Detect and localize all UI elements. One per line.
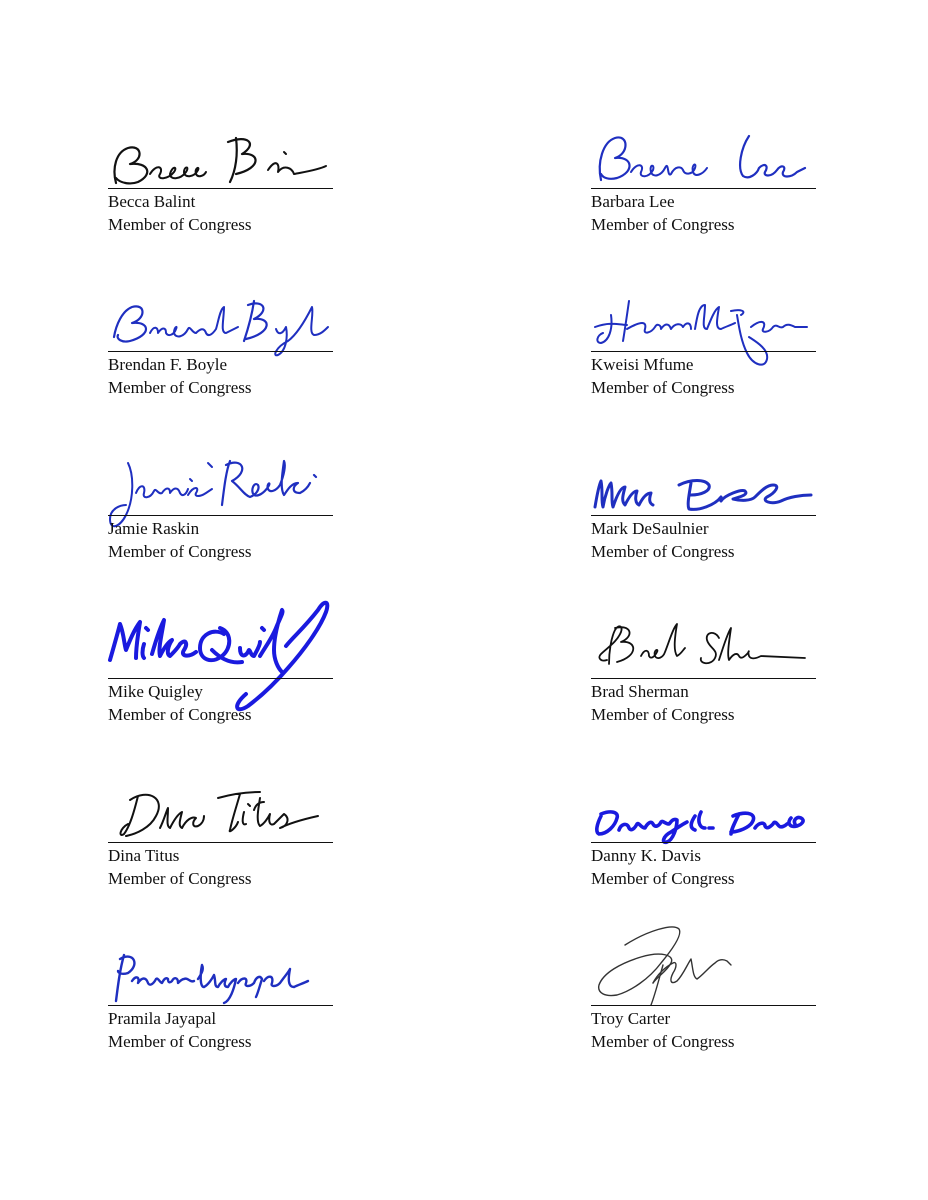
signature-line (108, 842, 333, 843)
signature-image (591, 598, 816, 678)
signatory-name: Becca Balint (108, 192, 196, 211)
signature-line (108, 1005, 333, 1006)
handwritten-signature (108, 108, 333, 188)
signatory-name: Brendan F. Boyle (108, 355, 228, 374)
signatory-name: Jamie Raskin (108, 519, 200, 538)
signature-line (591, 1005, 816, 1006)
signature-block-troy-carter (591, 925, 816, 1055)
handwritten-signature (591, 435, 816, 515)
signature-block-mike-quigley (108, 598, 333, 728)
signatory-title: Member of Congress (108, 542, 252, 561)
signature-block-kweisi-mfume (591, 271, 816, 401)
signature-block-becca-balint (108, 108, 333, 238)
signature-image (591, 108, 816, 188)
signatory-title: Member of Congress (591, 378, 735, 397)
signature-line (591, 842, 816, 843)
handwritten-signature (591, 762, 816, 842)
handwritten-signature (108, 598, 333, 678)
signature-image (591, 762, 816, 842)
signature-line (591, 351, 816, 352)
signatory-title: Member of Congress (108, 215, 252, 234)
handwritten-signature (108, 271, 333, 351)
signatory-title: Member of Congress (108, 378, 252, 397)
signature-block-pramila-jayapal (108, 925, 333, 1055)
handwritten-signature (108, 762, 333, 842)
signature-line (591, 678, 816, 679)
handwritten-signature (591, 271, 816, 351)
signature-line (591, 515, 816, 516)
signatory-title: Member of Congress (108, 705, 252, 724)
signatory-title: Member of Congress (591, 705, 735, 724)
signatory-title: Member of Congress (591, 1032, 735, 1051)
signature-line (108, 351, 333, 352)
handwritten-signature (108, 925, 333, 1005)
signature-image (108, 108, 333, 188)
signature-block-dina-titus (108, 762, 333, 892)
signatory-title: Member of Congress (591, 869, 735, 888)
signature-line (591, 188, 816, 189)
signatory-title: Member of Congress (108, 1032, 252, 1051)
signatory-name: Mike Quigley (108, 682, 203, 701)
signatory-title: Member of Congress (591, 542, 735, 561)
signatory-title: Member of Congress (108, 869, 252, 888)
signatory-title: Member of Congress (591, 215, 735, 234)
signature-image (591, 435, 816, 515)
signature-image (108, 598, 333, 678)
signature-image (108, 271, 333, 351)
signature-image (591, 925, 816, 1005)
handwritten-signature (591, 108, 816, 188)
handwritten-signature (108, 435, 333, 515)
signatory-name: Danny K. Davis (591, 846, 702, 865)
signature-line (108, 515, 333, 516)
signatory-name: Dina Titus (108, 846, 180, 865)
handwritten-signature (591, 925, 816, 1005)
signature-line (108, 678, 333, 679)
signature-block-brad-sherman (591, 598, 816, 728)
signature-image (108, 435, 333, 515)
signature-line (108, 188, 333, 189)
signature-image (108, 762, 333, 842)
handwritten-signature (591, 598, 816, 678)
signature-block-jamie-raskin (108, 435, 333, 565)
signatory-name: Kweisi Mfume (591, 355, 694, 374)
signatory-name: Pramila Jayapal (108, 1009, 217, 1028)
signatory-name: Troy Carter (591, 1009, 671, 1028)
signatory-name: Mark DeSaulnier (591, 519, 709, 538)
signature-block-mark-desaulnier (591, 435, 816, 565)
signature-block-brendan-boyle (108, 271, 333, 401)
signature-image (591, 271, 816, 351)
signature-image (108, 925, 333, 1005)
signature-block-barbara-lee (591, 108, 816, 238)
signatory-name: Brad Sherman (591, 682, 689, 701)
signature-block-danny-davis (591, 762, 816, 892)
signatory-name: Barbara Lee (591, 192, 675, 211)
